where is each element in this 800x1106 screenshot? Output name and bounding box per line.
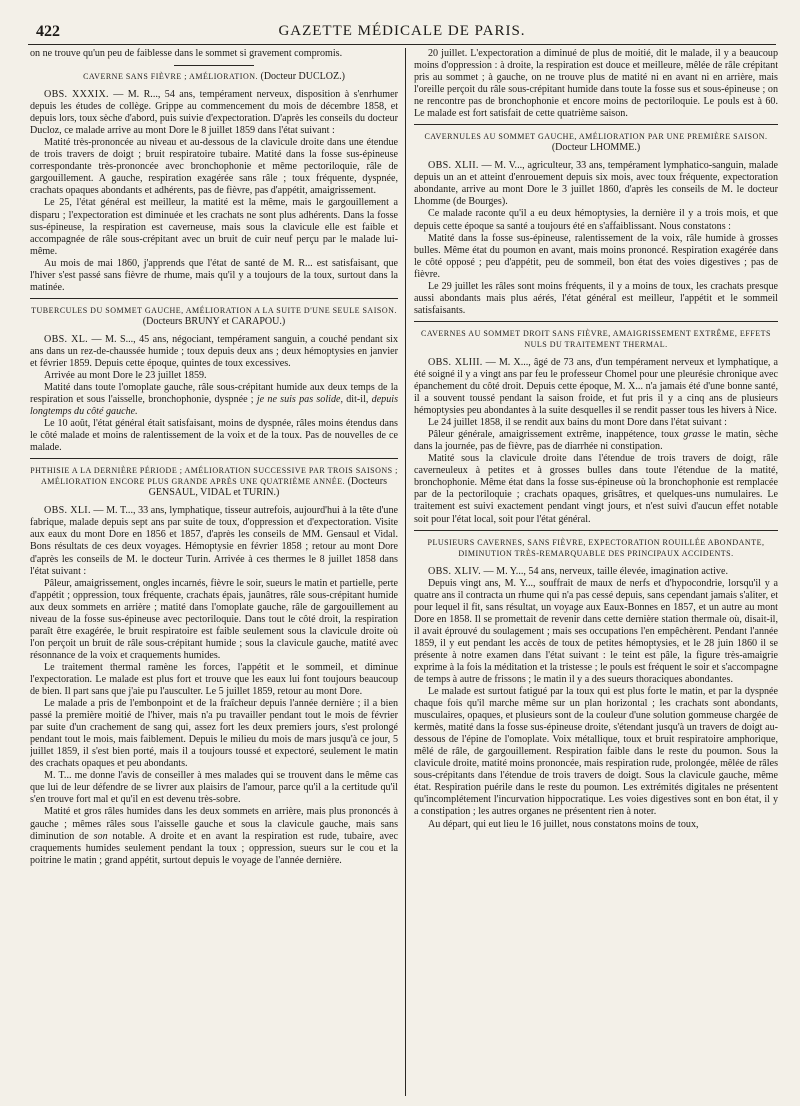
section-author: (Docteur LHOMME.) xyxy=(551,142,641,154)
paragraph-text: Matité et gros râles humides dans les deux sommets en arrière, mais plus prononcés à gauche ; mêmes râles sous l'aisselle gauche et sous la clavicule gauche, mais sans diminution de xyxy=(30,806,398,842)
section-heading-text: CAVERNES AU SOMMET DROIT SANS FIÈVRE, AMAIGRISSEMENT EXTRÊME, EFFETS NULS DU TRAITEMENT THERMAL. xyxy=(421,328,771,349)
paragraph xyxy=(30,382,398,418)
paragraph xyxy=(414,357,778,417)
paragraph xyxy=(414,429,778,453)
paragraph: Le 10 août, l'état général était satisfaisant, moins de dyspnée, râles moins étendus dans le côté malade et moins de ralentissement de la voix et de la toux. Pas de nouvelles de ce malade. xyxy=(30,418,398,454)
section-heading xyxy=(30,465,398,498)
paragraph: Depuis vingt ans, M. Y..., souffrait de maux de nerfs et d'hypocondrie, lorsqu'il y a quatre ans il contracta un rhume qui n'a pas cessé depuis, sans cependant jamais s'aliter, et pour lequel il fit, sans résultat, un voyage aux Eaux-Bonnes en 1857, et un autre au mont Dore en 1858. Il se promettait de revenir dans cette dernière station thermale où, disait-il, il avait éprouvé du soulagement ; mais ses occupations l'en empêchèrent. Pendant l'année 1859, il y eut pendant les accès de toux de petites hémoptysies, et le 28 juin 1860 il se présente à notre examen dans l'état suivant : le teint est pâle, la figure très-amaigrie exprime à la fois la méditation et la tristesse ; le pouls est fréquent le soir et s'accompagne de temps à autre de frissons ; le matin il y a des sueurs thoraciques abondantes. xyxy=(414,577,778,685)
paragraph xyxy=(30,505,398,577)
paragraph-text: — M. S..., 45 ans, négociant, tempérament sanguin, a couché pendant six ans dans un rez-de-chaussée humide ; toux depuis deux ans ; deux hémoptysies en janvier et février 1859. Depuis cette époque, quintes de toux excessives. xyxy=(30,333,398,369)
paragraph: Le malade est surtout fatigué par la toux qui est plus forte le matin, et par la dyspnée chaque fois qu'il marche même sur un plan horizontal ; les crachats sont abondants, musculaires, opaques, et plusieurs sont de la couleur d'une solution gommeuse chargée de kermès, matité dans la fosse sus-épineuse droite, s'étendant jusqu'à un travers de doigt au-dessous de l'épine de l'omoplate. Voix métallique, toux et bruit respiratoire amphorique, mêlé de râle, de gargouillement. Respiration faible dans le reste du poumon. Sous la clavicule droite, matité moins prononcée, mais respiration rude, prolongée, mêlée de râles sous-crépitants dans l'étendue de trois travers de doigt. Sous la clavicule gauche, même état. Respiration puérile dans le reste du poumon. Les extrémités digitales ne présentent qu'incomplétement l'incurvation hippocratique. Les voies digestives sont en bon état, il y a constipation ; les autres organes ne présentent rien à noter. xyxy=(414,686,778,818)
section-divider xyxy=(30,458,398,459)
section-heading xyxy=(414,131,778,153)
paragraph xyxy=(30,806,398,866)
paragraph-text: Matité dans toute l'omoplate gauche, râle sous-crépitant humide aux deux temps de la respiration et sous l'aisselle, bronchophonie, dyspnée ; xyxy=(30,382,398,406)
observation-label: OBS. XLIV. xyxy=(428,565,482,577)
section-divider xyxy=(414,530,778,531)
paragraph: Le 29 juillet les râles sont moins fréquents, il y a moins de toux, les crachats presque aussi abondants mais plus aérés, l'état général est meilleur, l'appétit et le sommeil satisfaisants. xyxy=(414,280,778,316)
italic-quote: je ne suis pas solide, xyxy=(256,394,343,406)
section-divider xyxy=(414,321,778,322)
paragraph: 20 juillet. L'expectoration a diminué de plus de moitié, dit le malade, il y a beaucoup moins d'oppression : à droite, la respiration est douce et meilleure, mêlée de râle crépitant pris au sommet ; à gauche, on ne trouve plus de matité ni en avant ni en arrière, mais l'oreille perçoit du râle sous-crépitant humide dans toute la fosse sus et sous-épineuse ; on ne rencontre pas de bronchophonie et encore moins de pectoriloquie. Le pouls est à 60. Le malade est fort satisfait de cette quatrième saison. xyxy=(414,48,778,120)
section-author: (Docteur DUCLOZ.) xyxy=(260,71,345,83)
section-author: (Docteurs GENSAUL, VIDAL et TURIN.) xyxy=(148,476,388,499)
observation-label: OBS. XLIII. xyxy=(428,356,483,368)
paragraph xyxy=(414,566,778,578)
paragraph: Au mois de mai 1860, j'apprends que l'état de santé de M. R... est satisfaisant, que l'hiver s'est passé sans fièvre de rhume, mais qu'il y a toujours de la toux, surtout dans la matinée. xyxy=(30,257,398,293)
paragraph xyxy=(30,89,398,137)
observation-label: OBS. XLII. xyxy=(428,160,479,172)
paragraph-text: — M. Y..., 54 ans, nerveux, taille élevée, imagination active. xyxy=(483,565,728,577)
paragraph: Matité dans la fosse sus-épineuse, ralentissement de la voix, râle humide à grosses bulles. Même état du poumon en avant, mais moins prononcé. Respiration exagérée dans le côté opposé ; peu d'appétit, peu de sommeil, bon état des voies digestives ; pas de fièvre. xyxy=(414,232,778,280)
section-author: (Docteurs BRUNY et CARAPOU.) xyxy=(142,315,286,327)
italic-word: grasse xyxy=(683,429,710,441)
paragraph: M. T... me donne l'avis de conseiller à mes malades qui se trouvent dans le même cas que lui de leur défendre de se livrer aux plaisirs de l'amour, parce qu'il a la certitude qu'il s'en trouve fort mal et qu'il en est devenu très-sobre. xyxy=(30,770,398,806)
observation-label: OBS. XXXIX. xyxy=(44,89,109,101)
paragraph xyxy=(414,160,778,208)
paragraph: Ce malade raconte qu'il a eu deux hémoptysies, la dernière il y a trois mois, et que depuis cette époque sa santé a toujours été en s'affaiblissant. Nous constatons : xyxy=(414,208,778,232)
italic-quote: depuis longtemps du côté gauche. xyxy=(30,394,398,418)
observation-label: OBS. XLI. xyxy=(44,505,91,517)
column-divider xyxy=(405,48,406,1096)
paragraph: Arrivée au mont Dore le 23 juillet 1859. xyxy=(44,369,207,381)
section-divider xyxy=(30,298,398,299)
section-heading-text: CAVERNE SANS FIÈVRE ; AMÉLIORATION. xyxy=(83,72,258,82)
section-heading-text: PHTHISIE A LA DERNIÈRE PÉRIODE ; AMÉLIORATION SUCCESSIVE PAR TROIS SAISONS ; AMÉLIORATION ENCORE PLUS GRANDE APRÈS UNE QUATRIÈME ANNÉE. xyxy=(30,466,398,487)
italic-word: son xyxy=(93,830,108,842)
observation-label: OBS. XL. xyxy=(44,333,88,345)
paragraph-text: le matin, sèche dans la journée, pas de fièvre, pas de diarrhée ni constipation. xyxy=(414,429,778,453)
paragraph: Le 25, l'état général est meilleur, la matité est la même, mais le gargouillement a disparu ; l'expectoration est diminuée et les crachats ne sont plus adhérents. Dans la fosse sus-épineuse, la respiration est caverneuse, mais sous la clavicule elle est faible et accompagnée de râle sous-crépitant avec un bruit de cuir neuf perçu par le malade lui-même. xyxy=(30,197,398,257)
paragraph-text: — M. R..., 54 ans, tempérament nerveux, disposition à s'enrhumer depuis les études de collège. Grippe au commencement du mois de décembre 1858, et depuis lors, toux sèche d'abord, puis suivie d'expectoration. D'après les conseils du docteur Ducloz, ce malade arrive au mont Dore le 8 juillet 1859 dans l'état suivant : xyxy=(30,89,398,137)
paragraph: Matité sous la clavicule droite dans l'étendue de trois travers de doigt, râle caverneuleux à petites et à grosses bulles dans toute l'étendue de la matité, bronchophonie. Même état dans la fosse sus-épineuse où la bronchophonie est remplacée par de la pectoriloquie ; crachats opaques, grisâtres, et quelques-uns numulaires. Le traitement est suivi exactement pendant vingt jours, et n'est suivi d'aucun effet notable soit pour l'état local, soit pour l'état général. xyxy=(414,453,778,525)
right-column xyxy=(414,48,778,1100)
section-heading xyxy=(30,305,398,327)
section-heading xyxy=(414,328,778,350)
section-divider xyxy=(414,124,778,125)
section-heading xyxy=(414,537,778,559)
paragraph: Pâleur, amaigrissement, ongles incarnés, fièvre le soir, sueurs le matin et partielle, perte d'appétit ; oppression, toux fréquente, crachats épais, jaunâtres, râle sous-crépitant humide aux deux sommets en arrière ; matité dans l'omoplate gauche, râle de gargouillement au niveau de la fosse sus-épineuse avec pectoriloquie. Dans tout le côté droit, la respiration paraît être exagérée, le bruit respiratoire est faible seulement sous la clavicule droite où l'on perçoit un bruit de râle sous-crépitant humide ; sous la clavicule gauche, matité avec résonnance de la voix et craquements humides. xyxy=(30,577,398,661)
section-divider xyxy=(174,65,254,66)
journal-title: GAZETTE MÉDICALE DE PARIS. xyxy=(278,23,526,39)
paragraph xyxy=(30,334,398,370)
paragraph: Le 24 juillet 1858, il se rendit aux bains du mont Dore dans l'état suivant : xyxy=(428,417,727,429)
section-heading xyxy=(30,71,398,82)
section-heading-text: TUBERCULES DU SOMMET GAUCHE, AMÉLIORATION A LA SUITE D'UNE SEULE SAISON. xyxy=(31,305,397,315)
paragraph-text: dit-il, xyxy=(346,394,369,406)
paragraph-text: — M. V..., agriculteur, 33 ans, tempérament lymphatico-sanguin, malade depuis un an et atteint d'enrouement depuis six mois, avec toux fréquente, expectoration abondante, arrive au mont Dore le 3 juillet 1860, d'après les conseils de M. le docteur Lhomme (de Bourges). xyxy=(414,160,778,208)
carry-over-text: on ne trouve qu'un peu de faiblesse dans le sommet si gravement compromis. xyxy=(30,48,343,59)
paragraph: Le traitement thermal ramène les forces, l'appétit et le sommeil, et diminue l'expectoration. Le malade est plus fort et trouve que les eaux lui font toujours beaucoup de bien. Il part sans que j'aie pu l'ausculter. Le 5 juillet 1859, retour au mont Dore. xyxy=(30,661,398,698)
page-header xyxy=(28,18,776,45)
section-heading-text: CAVERNULES AU SOMMET GAUCHE, AMÉLIORATION PAR UNE PREMIÈRE SAISON. xyxy=(424,132,768,142)
left-column xyxy=(30,48,398,1100)
paragraph: Au départ, qui eut lieu le 16 juillet, nous constatons moins de toux, xyxy=(428,818,699,830)
page-number: 422 xyxy=(36,23,60,40)
paragraph-text: notable. A droite et en avant la respiration est rude, tubaire, avec craquements humides seulement pendant la toux ; oppression, sueurs sur le cou et la poitrine le matin ; grand appétit, surtout depuis le voyage de l'année dernière. xyxy=(30,830,398,866)
paragraph: Le malade a pris de l'embonpoint et de la fraîcheur depuis l'année dernière ; il a bien passé la première moitié de l'hiver, mais n'a pu travailler pendant tout le mois de février par suite d'un crachement de sang qui, assez fort les deux premiers jours, s'est prolongé pendant tout le mois, mais faiblement. Depuis le milieu du mois de mars jusqu'à ce jour, 5 juillet 1859, il s'est bien porté, mais il a toujours toussé et expectoré, seulement le matin des crachats opaques et peu abondants. xyxy=(30,698,398,770)
paragraph-text: — M. X..., âgé de 73 ans, d'un tempérament nerveux et lymphatique, a été soigné il y a vingt ans par feu le professeur Chomel pour une pleurésie chronique avec épanchement du côté droit. Depuis cette époque, M. X... n'a jamais été d'une bonne santé, il a souvent toussé pendant la saison froide, et fut pris il y a cinq ans de plusieurs hémoptysies peu abondantes à la suite desquelles il se rendit passer tous les hivers à Nice. xyxy=(414,356,778,417)
paragraph-text: — M. T..., 33 ans, lymphatique, tisseur autrefois, aujourd'hui à la tête d'une fabrique, malade depuis sept ans par suite de toux, d'oppression et d'expectoration. Visite aux eaux du mont Dore en 1856 et 1857, d'après les conseils de MM. Gensaul et Vidal. Bons résultats de ces deux voyages. Hémoptysie en février 1858 ; retour au mont Dore d'après les conseils de M. le docteur Turin. Arrivée à ces thermes le 8 juillet 1858 dans l'état suivant : xyxy=(30,505,398,577)
section-heading-text: PLUSIEURS CAVERNES, SANS FIÈVRE, EXPECTORATION ROUILLÉE ABONDANTE, DIMINUTION TRÈS-REMARQUABLE DES PRINCIPAUX ACCIDENTS. xyxy=(427,537,765,558)
paragraph-text: Pâleur générale, amaigrissement extrême, inappétence, toux xyxy=(428,429,680,441)
paragraph: Matité très-prononcée au niveau et au-dessous de la clavicule droite dans une étendue de trois travers de doigt ; bruit respiratoire tubaire. Matité dans la fosse sus-épineuse correspondante très-prononcée avec bronchophonie et même pectoriloquie, râle de gargouillement. A gauche, respiration exagérée sans râle ; toux fréquente, dyspnée, crachats opaques abondants et adhérents, pas de fièvre, pas d'appétit, amaigrissement. xyxy=(30,137,398,197)
